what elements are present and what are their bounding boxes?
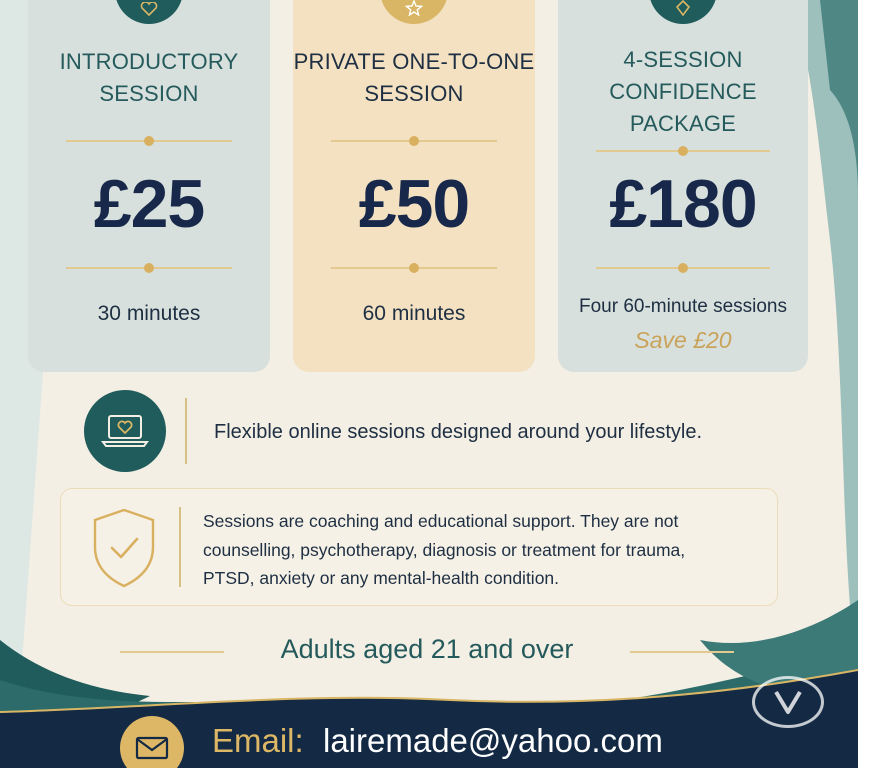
pricing-card-package[interactable] [558,0,808,372]
gold-divider [331,267,497,269]
divider-line [185,398,187,464]
card-duration: 30 minutes [97,302,201,325]
online-sessions-text: Flexible online sessions designed around your lifestyle. [214,421,703,443]
disclaimer-text: Sessions are coaching and educational support. They are not counselling, psychotherapy, diagnosis or treatment for trauma, PTSD, anxiety or any mental-health condition. [203,511,686,588]
card-price: £25 [93,166,205,242]
envelope-icon [120,716,184,768]
gold-divider [596,267,770,269]
shield-check-icon [91,507,157,589]
pricing-card-private[interactable] [293,0,535,372]
laptop-heart-icon [84,390,166,472]
watermark-logo-icon [752,676,824,728]
card-duration: 60 minutes [362,302,466,325]
heart-badge-icon [115,0,183,24]
savings-note: Save £20 [634,327,732,353]
gold-divider [596,150,770,152]
email-label: Email: [212,722,304,759]
gold-divider [66,140,232,142]
contact-row[interactable] [120,712,820,768]
gold-divider [331,140,497,142]
star-badge-icon [380,0,448,24]
gold-divider [66,267,232,269]
card-title: PRIVATE ONE-TO-ONE SESSION [293,49,535,106]
divider-line [179,507,181,587]
online-sessions-row [84,388,774,478]
audience-text: Adults aged 21 and over [280,634,574,664]
card-title: 4-SESSION CONFIDENCE PACKAGE [609,47,757,136]
pricing-card-introductory[interactable] [28,0,270,372]
card-title: INTRODUCTORY SESSION [59,49,239,106]
card-duration: Four 60-minute sessions [578,296,788,317]
card-price: £180 [609,166,757,242]
disclaimer-box [60,488,778,606]
audience-row [120,630,734,674]
diamond-badge-icon [649,0,717,24]
card-price: £50 [358,166,470,242]
email-link[interactable]: lairemade@yahoo.com [323,722,663,759]
